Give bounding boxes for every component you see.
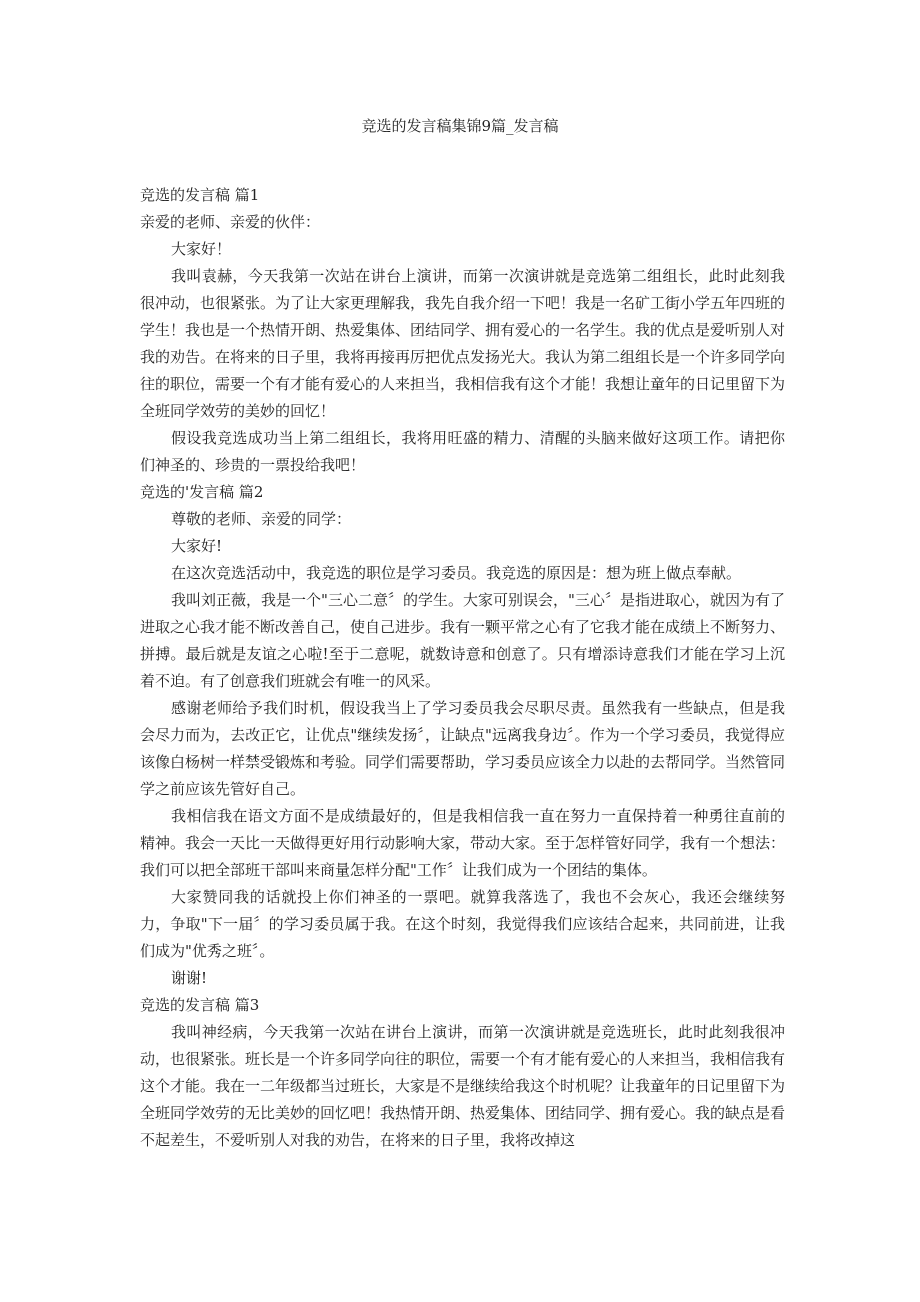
document-title: 竞选的发言稿集锦9篇_发言稿 [361, 117, 559, 135]
section-heading: 竞选的发言稿 篇3 [140, 996, 260, 1014]
section-heading: 竞选的发言稿 篇1 [140, 186, 260, 204]
paragraph: 大家好! [171, 537, 223, 555]
paragraph: 大家好！ [171, 240, 232, 258]
paragraph: 我叫刘正薇，我是一个"三心二意〞的学生。大家可别误会，"三心〞是指进取心，就因为有了进取之心我才能不断改善自己，使自己进步。我有一颗平常之心有了它我才能在成绩上不断努力、拼搏。最后就是友谊之心啦!至于二意呢，就数诗意和创意了。只有增添诗意我们才能在学习上沉着不迫。有了创意我们班就会有唯一的风采。 [140, 591, 786, 690]
paragraph: 我叫袁赫，今天我第一次站在讲台上演讲，而第一次演讲就是竞选第二组组长，此时此刻我很冲动，也很紧张。为了让大家更理解我，我先自我介绍一下吧！我是一名矿工街小学五年四班的学生！我也是一个热情开朗、热爱集体、团结同学、拥有爱心的一名学生。我的优点是爱听别人对我的劝告。在将来的日子里，我将再接再厉把优点发扬光大。我认为第二组组长是一个许多同学向往的职位，需要一个有才能有爱心的人来担当，我相信我有这个才能！我想让童年的日记里留下为全班同学效劳的美妙的回忆！ [140, 267, 786, 420]
paragraph: 谢谢! [171, 969, 208, 987]
paragraph: 假设我竞选成功当上第二组组长，我将用旺盛的精力、清醒的头脑来做好这项工作。请把你们神圣的、珍贵的一票投给我吧！ [140, 429, 785, 474]
paragraph: 在这次竞选活动中，我竞选的职位是学习委员。我竞选的原因是：想为班上做点奉献。 [171, 564, 742, 582]
paragraph: 我叫神经病，今天我第一次站在讲台上演讲，而第一次演讲就是竞选班长，此时此刻我很冲动，也很紧张。班长是一个许多同学向往的职位，需要一个有才能有爱心的人来担当，我相信我有这个才能。我在一二年级都当过班长，大家是不是继续给我这个时机呢？让我童年的日记里留下为全班同学效劳的无比美妙的回忆吧！我热情开朗、热爱集体、团结同学、拥有爱心。我的缺点是看不起差生，不爱听别人对我的劝告，在将来的日子里，我将改掉这 [140, 1023, 786, 1149]
section-heading: 竞选的'发言稿 篇2 [140, 483, 264, 501]
paragraph: 我相信我在语文方面不是成绩最好的，但是我相信我一直在努力一直保持着一种勇往直前的精神。我会一天比一天做得更好用行动影响大家，带动大家。至于怎样管好同学，我有一个想法：我们可以把全部班干部叫来商量怎样分配"工作〞让我们成为一个团结的集体。 [140, 807, 786, 879]
paragraph: 尊敬的老师、亲爱的同学： [171, 510, 352, 528]
paragraph: 亲爱的老师、亲爱的伙伴： [140, 213, 321, 231]
document-body [140, 182, 785, 1154]
paragraph: 大家赞同我的话就投上你们神圣的一票吧。就算我落选了，我也不会灰心，我还会继续努力，争取"下一届〞的学习委员属于我。在这个时刻，我觉得我们应该结合起来，共同前进，让我们成为"优秀之班〞。 [140, 888, 785, 960]
paragraph: 感谢老师给予我们时机，假设我当上了学习委员我会尽职尽责。虽然我有一些缺点，但是我会尽力而为，去改正它，让优点"继续发扬〞，让缺点"远离我身边〞。作为一个学习委员，我觉得应该像白杨树一样禁受锻炼和考验。同学们需要帮助，学习委员应该全力以赴的去帮同学。当然管同学之前应该先管好自己。 [140, 699, 786, 798]
